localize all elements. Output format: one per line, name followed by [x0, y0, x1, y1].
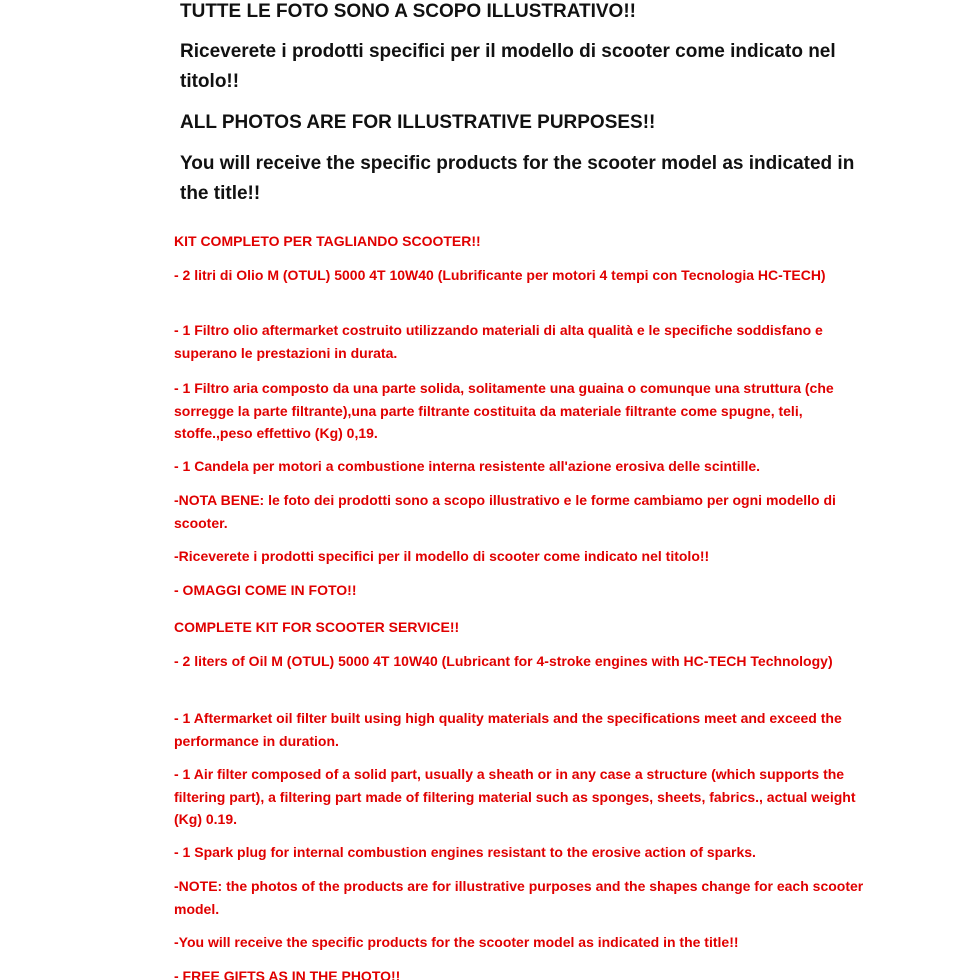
oil-filter-line-en: - 1 Aftermarket oil filter built using high quality materials and the specifications meet and exceed the performance in duration. [174, 710, 842, 749]
oil-line-en: - 2 liters of Oil M (OTUL) 5000 4T 10W40 (Lubricant for 4-stroke engines with HC-TECH Technology) [174, 653, 833, 669]
spark-plug-line-en: - 1 Spark plug for internal combustion engines resistant to the erosive action of sparks. [174, 844, 756, 860]
heading-illustrative-en: ALL PHOTOS ARE FOR ILLUSTRATIVE PURPOSES!! [180, 112, 656, 133]
heading-receive-en: You will receive the specific products for the scooter model as indicated in the title!! [180, 153, 855, 204]
receive-line-it: -Riceverete i prodotti specifici per il modello di scooter come indicato nel titolo!! [174, 548, 710, 564]
heading-receive-it: Riceverete i prodotti specifici per il modello di scooter come indicato nel titolo!! [180, 41, 836, 92]
oil-filter-line-it: - 1 Filtro olio aftermarket costruito utilizzando materiali di alta qualità e le specifiche soddisfano e superano le prestazioni in durata. [174, 322, 823, 361]
air-filter-line-en: - 1 Air filter composed of a solid part, usually a sheath or in any case a structure (which supports the filtering part), a filtering part made of filtering material such as sponges, sheets, fabrics., actual weight (Kg) 0.19. [174, 766, 856, 827]
gifts-line-it: - OMAGGI COME IN FOTO!! [174, 582, 357, 598]
kit-title-en: COMPLETE KIT FOR SCOOTER SERVICE!! [174, 619, 460, 635]
kit-title-it: KIT COMPLETO PER TAGLIANDO SCOOTER!! [174, 233, 481, 249]
receive-line-en: -You will receive the specific products for the scooter model as indicated in the title!! [174, 934, 739, 950]
note-line-it: -NOTA BENE: le foto dei prodotti sono a scopo illustrativo e le forme cambiamo per ogni modello di scooter. [174, 492, 836, 531]
spark-plug-line-it: - 1 Candela per motori a combustione interna resistente all'azione erosiva delle scintille. [174, 458, 761, 474]
oil-line-it: - 2 litri di Olio M (OTUL) 5000 4T 10W40 (Lubrificante per motori 4 tempi con Tecnologia HC-TECH) [174, 267, 826, 283]
gifts-line-en: - FREE GIFTS AS IN THE PHOTO!! [174, 968, 401, 980]
heading-illustrative-it: TUTTE LE FOTO SONO A SCOPO ILLUSTRATIVO!! [180, 1, 636, 22]
air-filter-line-it: - 1 Filtro aria composto da una parte solida, solitamente una guaina o comunque una struttura (che sorregge la parte filtrante),una parte filtrante costituita da materiale filtrante come spugne, teli, stoffe.,peso effettivo (Kg) 0,19. [174, 380, 834, 441]
note-line-en: -NOTE: the photos of the products are for illustrative purposes and the shapes change for each scooter model. [174, 878, 864, 917]
